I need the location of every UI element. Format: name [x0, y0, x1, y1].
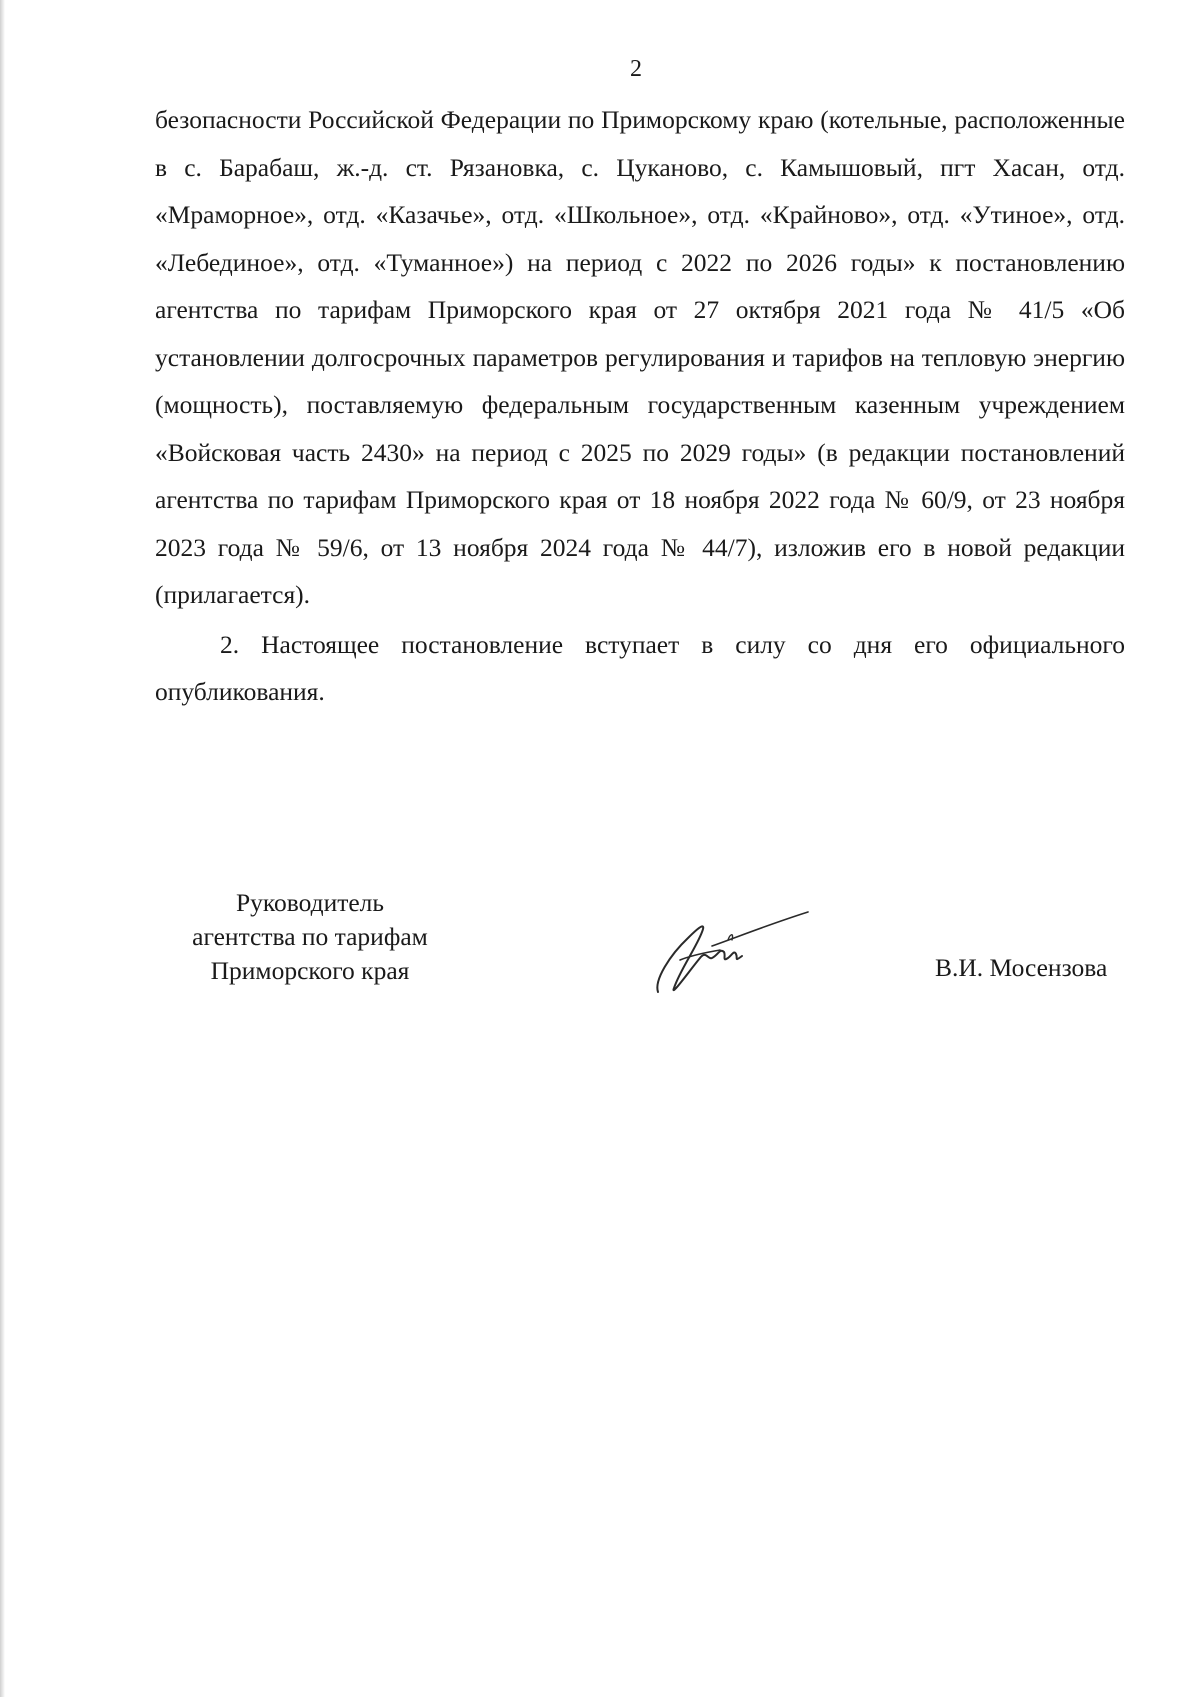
signatory-title	[160, 886, 460, 988]
signer-name: В.И. Мосензова	[935, 953, 1108, 982]
signatory-title-line: Руководитель	[235, 888, 385, 917]
document-body	[155, 96, 1125, 716]
signatory-title-line: Приморского края	[210, 956, 410, 985]
page-number: 2	[630, 56, 642, 82]
page-edge-shadow	[0, 0, 5, 1697]
paragraph-continuation: безопасности Российской Федерации по Приморскому краю (котельные, расположенные в с. Барабаш, ж.-д. ст. Рязановка, с. Цуканово, с. Камышовый, пгт Хасан, отд. «Мраморное», отд. «Казачье», отд. «Школьное», отд. «Крайново», отд. «Утиное», отд. «Лебединое», отд. «Туманное») на период с 2022 по 2026 годы» к постановлению агентства по тарифам Приморского края от 27 октября 2021 года № 41/5 «Об установлении долгосрочных параметров регулирования и тарифов на тепловую энергию (мощность), поставляемую федеральным государственным казенным учреждением «Войсковая часть 2430» на период с 2025 по 2029 годы» (в редакции постановлений агентства по тарифам Приморского края от 18 ноября 2022 года № 60/9, от 23 ноября 2023 года № 59/6, от 13 ноября 2024 года № 44/7), изложив его в новой редакции (прилагается).	[155, 105, 1125, 609]
paragraph-effective-date: 2. Настоящее постановление вступает в силу со дня его официального опубликования.	[155, 629, 1125, 706]
handwritten-signature-icon	[650, 900, 810, 1000]
signatory-title-line: агентства по тарифам	[192, 922, 428, 951]
